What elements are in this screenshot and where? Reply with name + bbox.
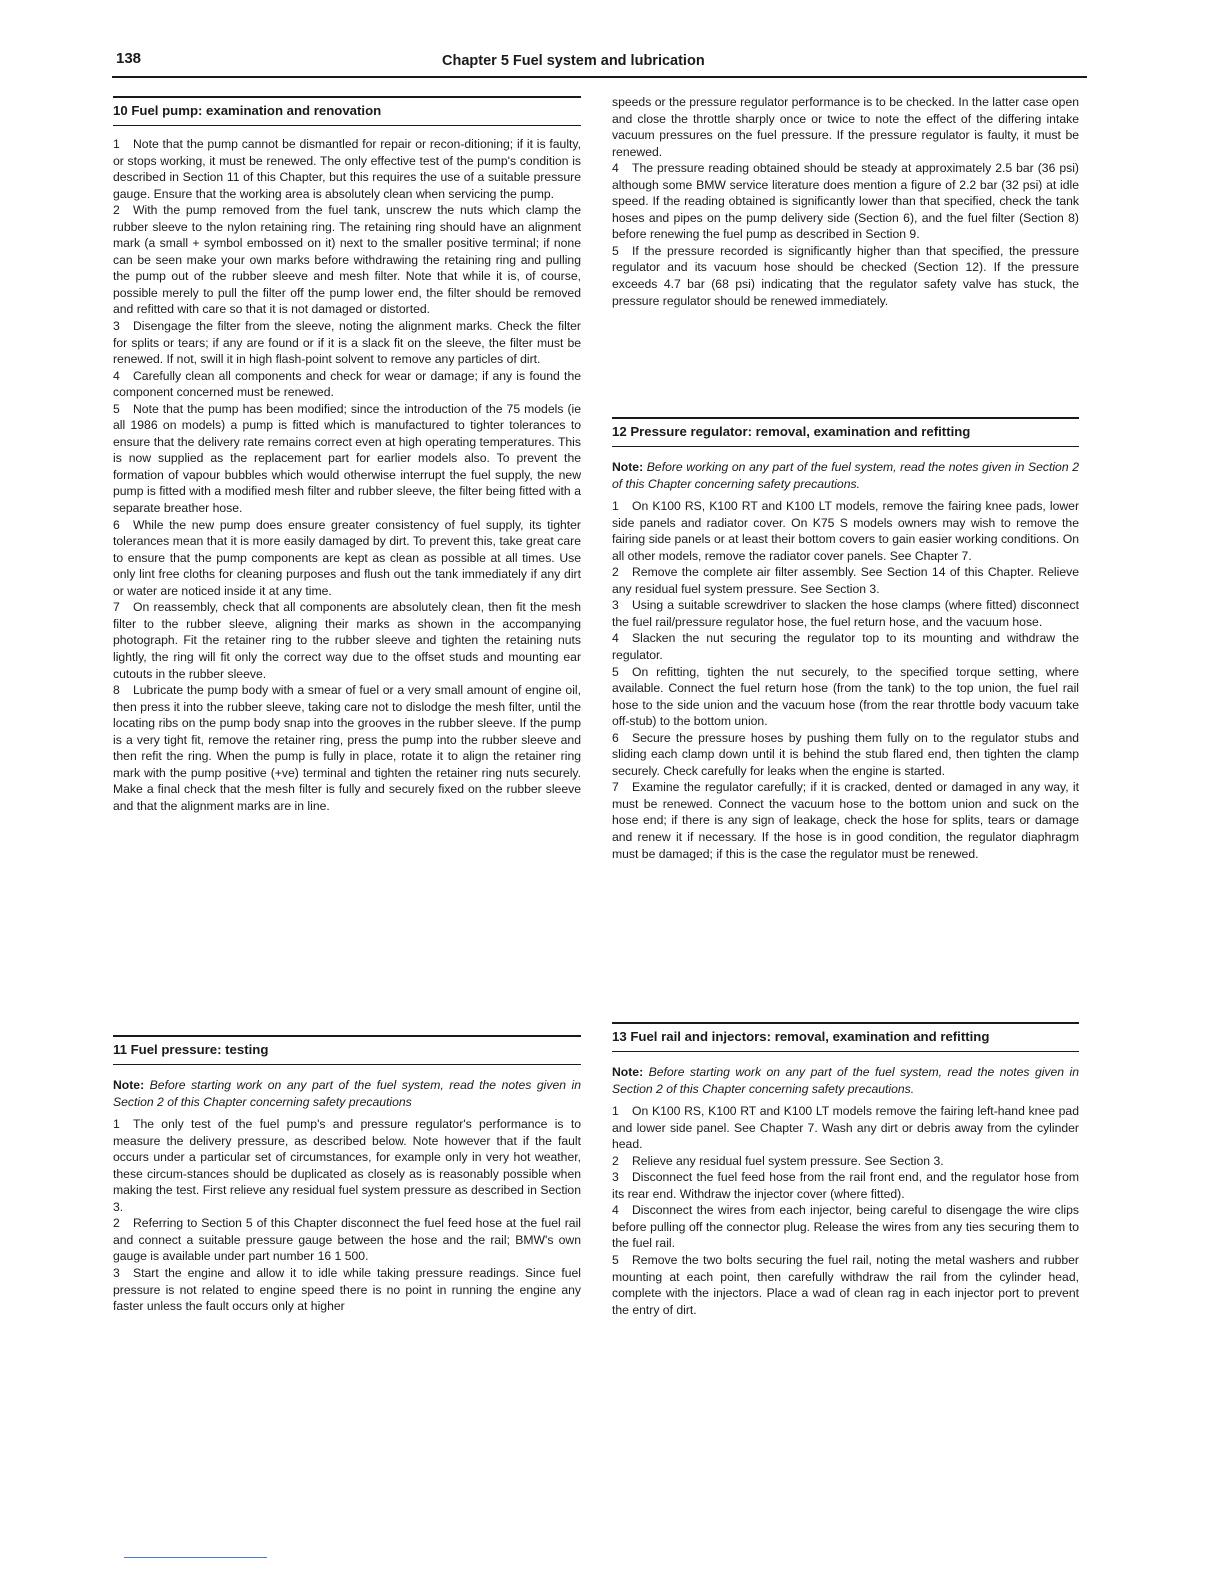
chapter-title: Chapter 5 Fuel system and lubrication: [442, 53, 705, 69]
paragraph-text: If the pressure recorded is significantly higher than that specified, the pressure regulator and its vacuum hose should be checked (Section 12). If the pressure exceeds 4.7 bar (68 psi) indicating that the regulator safety valve has stuck, the pressure regulator should be renewed immediately.: [612, 243, 1079, 308]
paragraph-text: Carefully clean all components and check for wear or damage; if any is found the component concerned must be renewed.: [113, 368, 581, 400]
numbered-paragraph: [612, 730, 1079, 780]
footer-rule: [124, 1557, 267, 1558]
page-header: [112, 48, 1087, 78]
paragraph-number: 5: [113, 401, 120, 416]
numbered-paragraph: [113, 318, 581, 368]
paragraph-number: 5: [612, 1253, 619, 1268]
numbered-paragraph: [113, 401, 581, 517]
paragraph-number: 4: [612, 161, 619, 176]
paragraph-number: 8: [113, 683, 120, 698]
note-text: Before starting work on any part of the fuel system, read the notes given in Section 2 of this Chapter concerning safety precautions.: [612, 1065, 1079, 1096]
paragraph-text: Referring to Section 5 of this Chapter disconnect the fuel feed hose at the fuel rail and connect a suitable pressure gauge between the hose and the rail; BMW's own gauge is available under part number 16 1 500.: [113, 1216, 581, 1264]
numbered-paragraph: [113, 599, 581, 682]
paragraph-text: Using a suitable screwdriver to slacken the hose clamps (where fitted) disconnect the fuel rail/pressure regulator hose, the fuel return hose, and the vacuum hose.: [612, 598, 1079, 629]
note-text: Before starting work on any part of the fuel system, read the notes given in Section 2 of this Chapter concerning safety precautions: [113, 1078, 582, 1109]
paragraph-number: 3: [113, 1266, 120, 1281]
paragraph-number: 1: [113, 137, 120, 151]
section-heading: 13 Fuel rail and injectors: removal, examination and refitting: [612, 1022, 1079, 1052]
section-11-continued: [612, 94, 1079, 309]
note-label: Note:: [113, 1078, 145, 1092]
section-10: [113, 96, 581, 814]
note-label: Note:: [612, 460, 644, 474]
paragraph-text: Note that the pump has been modified; since the introduction of the 75 models (ie all 1986 on models) a pump is fitted which is manufactured to tighter tolerances to ensure that the delivery rate remains correct even at high operating temperatures. This is now supplied as the replacement part for earlier models also. To prevent the formation of vapour bubbles which would otherwise interrupt the fuel supply, the new pump is fitted with a modified mesh filter and rubber sleeve, the filter being fitted with a separate breather hose.: [113, 401, 581, 516]
numbered-paragraph: [113, 368, 581, 401]
paragraph-number: 7: [612, 780, 619, 795]
note-text: Before working on any part of the fuel system, read the notes given in Section 2 of this Chapter concerning safety precautions.: [612, 460, 1080, 491]
paragraph-text: Remove the two bolts securing the fuel rail, noting the metal washers and rubber mounting at each point, then carefully withdraw the rail from the cylinder head, complete with the injectors. Place a wad of clean rag in each injector port to prevent the entry of dirt.: [612, 1253, 1079, 1317]
safety-note: [612, 1064, 1079, 1097]
numbered-paragraph: [612, 597, 1079, 630]
paragraph-text: Remove the complete air filter assembly. See Section 14 of this Chapter. Relieve any residual fuel system pressure. See Section 3.: [612, 565, 1079, 596]
numbered-paragraph: [612, 779, 1079, 862]
numbered-paragraph: [612, 1153, 1079, 1170]
numbered-paragraph: [612, 243, 1079, 309]
paragraph-text: On K100 RS, K100 RT and K100 LT models remove the fairing left-hand knee pad and lower side panel. See Chapter 7. Wash any dirt or debris away from the cylinder head.: [612, 1104, 1079, 1152]
paragraph-list: [612, 498, 1079, 862]
paragraph-number: 2: [113, 203, 120, 218]
numbered-paragraph: [113, 517, 581, 600]
numbered-paragraph: [612, 1252, 1079, 1318]
numbered-paragraph: [113, 1215, 581, 1265]
paragraph-number: 1: [612, 1104, 619, 1119]
numbered-paragraph: [612, 1103, 1079, 1153]
numbered-paragraph: [612, 564, 1079, 597]
paragraph-number: 4: [113, 368, 120, 383]
numbered-paragraph: [612, 160, 1079, 243]
paragraph-number: 3: [113, 319, 120, 334]
paragraph-number: 1: [612, 499, 619, 514]
paragraph-text: Start the engine and allow it to idle while taking pressure readings. Since fuel pressure is not related to engine speed there is no point in running the engine any faster unless the fault occurs only at higher: [113, 1266, 581, 1314]
page-number: 138: [116, 50, 142, 67]
paragraph-text: Disengage the filter from the sleeve, noting the alignment marks. Check the filter for splits or tears; if any are found or if it is a slack fit on the sleeve, the filter must be renewed. If not, swill it in high flash-point solvent to remove any particles of dirt.: [113, 319, 581, 367]
paragraph-text: Lubricate the pump body with a smear of fuel or a very small amount of engine oil, then press it into the rubber sleeve, taking care not to dislodge the mesh filter, until the locating ribs on the pump body snap into the grooves in the rubber sleeve. If the pump is a very tight fit, remove the retainer ring, press the pump into the rubber sleeve and then refit the ring. When the pump is fully in place, rotate it to align the retainer ring mark with the pump positive (+ve) terminal and tighten the retainer ring nuts securely. Make a final check that the mesh filter is fully and securely fixed on the rubber sleeve and that the alignment marks are in line.: [113, 683, 581, 813]
paragraph-list: [113, 136, 581, 814]
continuation-text: speeds or the pressure regulator performance is to be checked. In the latter case open and close the throttle sharply once or twice to note the effect of the differing intake vacuum pressures on the fuel pressure. If the pressure regulator is faulty, it must be renewed.: [612, 95, 1079, 159]
paragraph-list: [612, 160, 1079, 309]
paragraph-number: 7: [113, 600, 120, 615]
note-label: Note:: [612, 1065, 644, 1079]
paragraph-number: 4: [612, 1203, 619, 1218]
section-heading: 11 Fuel pressure: testing: [113, 1035, 581, 1065]
paragraph-number: 3: [612, 1170, 619, 1185]
paragraph-number: 2: [612, 1153, 619, 1168]
paragraph-number: 1: [113, 1117, 120, 1132]
paragraph-number: 4: [612, 631, 619, 646]
section-heading: 10 Fuel pump: examination and renovation: [113, 96, 581, 126]
paragraph-text: Note that the pump cannot be dismantled for repair or recon-ditioning; if it is faulty, or stops working, it must be renewed. The only effective test of the pump's condition is described in Section 11 of this Chapter, but this requires the use of a suitable pressure gauge. Ensure that the working area is absolutely clean when servicing the pump.: [113, 137, 581, 201]
numbered-paragraph: [113, 682, 581, 814]
paragraph-text: The pressure reading obtained should be steady at approximately 2.5 bar (36 psi) although some BMW service literature does mention a figure of 2.2 bar (32 psi) at idle speed. If the reading obtained is significantly lower than that specified, check the tank hoses and pipes on the pump delivery side (Section 6), and the fuel filter (Section 8) before renewing the fuel pump as described in Section 9.: [612, 161, 1079, 242]
header-rule: [112, 76, 1087, 78]
section-11: [113, 1035, 581, 1315]
numbered-paragraph: [612, 630, 1079, 663]
section-13: [612, 1022, 1079, 1318]
paragraph-list: [612, 1103, 1079, 1318]
paragraph-number: 5: [612, 243, 619, 258]
numbered-paragraph: [113, 1116, 581, 1215]
paragraph-number: 5: [612, 664, 619, 679]
paragraph-list: [113, 1116, 581, 1315]
numbered-paragraph: [113, 202, 581, 318]
paragraph-text: The only test of the fuel pump's and pressure regulator's performance is to measure the delivery pressure, as described below. Note however that if the fault occurs under a particular set of circumstances, for example only in very hot weather, these circum-stances should be duplicated as closely as is reasonably possible when making the test. First relieve any residual fuel system pressure as described in Section 3.: [113, 1117, 581, 1214]
paragraph-text: Relieve any residual fuel system pressure. See Section 3.: [632, 1153, 944, 1168]
section-12: [612, 417, 1079, 862]
paragraph-text: While the new pump does ensure greater consistency of fuel supply, its tighter tolerances mean that it is more easily damaged by dirt. To prevent this, take great care to ensure that the pump components are kept as clean as possible at all times. Use only lint free cloths for cleaning purposes and flush out the tank immediately if any dirt or water are noticed inside it at any time.: [113, 517, 581, 598]
safety-note: [612, 459, 1079, 492]
section-heading: 12 Pressure regulator: removal, examination and refitting: [612, 417, 1079, 447]
numbered-paragraph: [113, 136, 581, 202]
paragraph-text: With the pump removed from the fuel tank, unscrew the nuts which clamp the rubber sleeve to the nylon retaining ring. The retaining ring should have an alignment mark (a small + symbol embossed on it) next to the smaller positive terminal; if none can be seen make your own marks before withdrawing the retaining ring and pulling the pump out of the rubber sleeve and mesh filter. Note that while it is, of course, possible merely to pull the filter off the pump lower end, the filter should be removed and refitted with care so that it is not damaged or distorted.: [113, 203, 581, 317]
safety-note: [113, 1077, 581, 1110]
paragraph-number: 6: [113, 517, 120, 532]
paragraph-number: 6: [612, 730, 619, 745]
paragraph-number: 2: [113, 1216, 120, 1231]
numbered-paragraph: [612, 1169, 1079, 1202]
paragraph-text: On reassembly, check that all components are absolutely clean, then fit the mesh filter to the rubber sleeve, aligning their marks as shown in the accompanying photograph. Fit the retainer ring to the rubber sleeve and tighten the retaining nuts lightly, the ring will fit only the correct way due to the offset studs and mounting ear cutouts in the rubber sleeve.: [113, 600, 581, 681]
paragraph-text: Secure the pressure hoses by pushing them fully on to the regulator stubs and sliding each clamp down until it is behind the stub flared end, then tighten the clamp securely. Check carefully for leaks when the engine is started.: [612, 730, 1079, 778]
paragraph-number: 3: [612, 598, 619, 613]
paragraph-text: On refitting, tighten the nut securely, to the specified torque setting, where available. Connect the fuel return hose (from the tank) to the top union, the fuel rail hose to the side union and the vacuum hose (from the rear throttle body vacuum take off-stub) to the bottom union.: [612, 664, 1079, 729]
numbered-paragraph: [612, 498, 1079, 564]
numbered-paragraph: [612, 1202, 1079, 1252]
numbered-paragraph: [612, 664, 1079, 730]
paragraph-text: Slacken the nut securing the regulator top to its mounting and withdraw the regulator.: [612, 631, 1079, 663]
paragraph-text: Examine the regulator carefully; if it is cracked, dented or damaged in any way, it must be renewed. Connect the vacuum hose to the bottom union and suck on the hose end; if there is any sign of leakage, check the hose for splits, tears or damage and renew it if necessary. If the hose is in good condition, the regulator diaphragm must be damaged; if this is the case the regulator must be renewed.: [612, 780, 1079, 861]
paragraph-text: On K100 RS, K100 RT and K100 LT models, remove the fairing knee pads, lower side panels and radiator cover. On K75 S models owners may wish to remove the fairing side panels or at least their bottom covers to gain easier working conditions. On all other models, remove the radiator cover panels. See Chapter 7.: [612, 499, 1079, 563]
numbered-paragraph: [113, 1265, 581, 1315]
paragraph-text: Disconnect the fuel feed hose from the rail front end, and the regulator hose from its rear end. Withdraw the injector cover (where fitted).: [612, 1170, 1079, 1201]
paragraph-text: Disconnect the wires from each injector, being careful to disengage the wire clips before pulling off the connector plug. Release the wires from any ties securing them to the fuel rail.: [612, 1203, 1079, 1251]
paragraph-number: 2: [612, 565, 619, 580]
